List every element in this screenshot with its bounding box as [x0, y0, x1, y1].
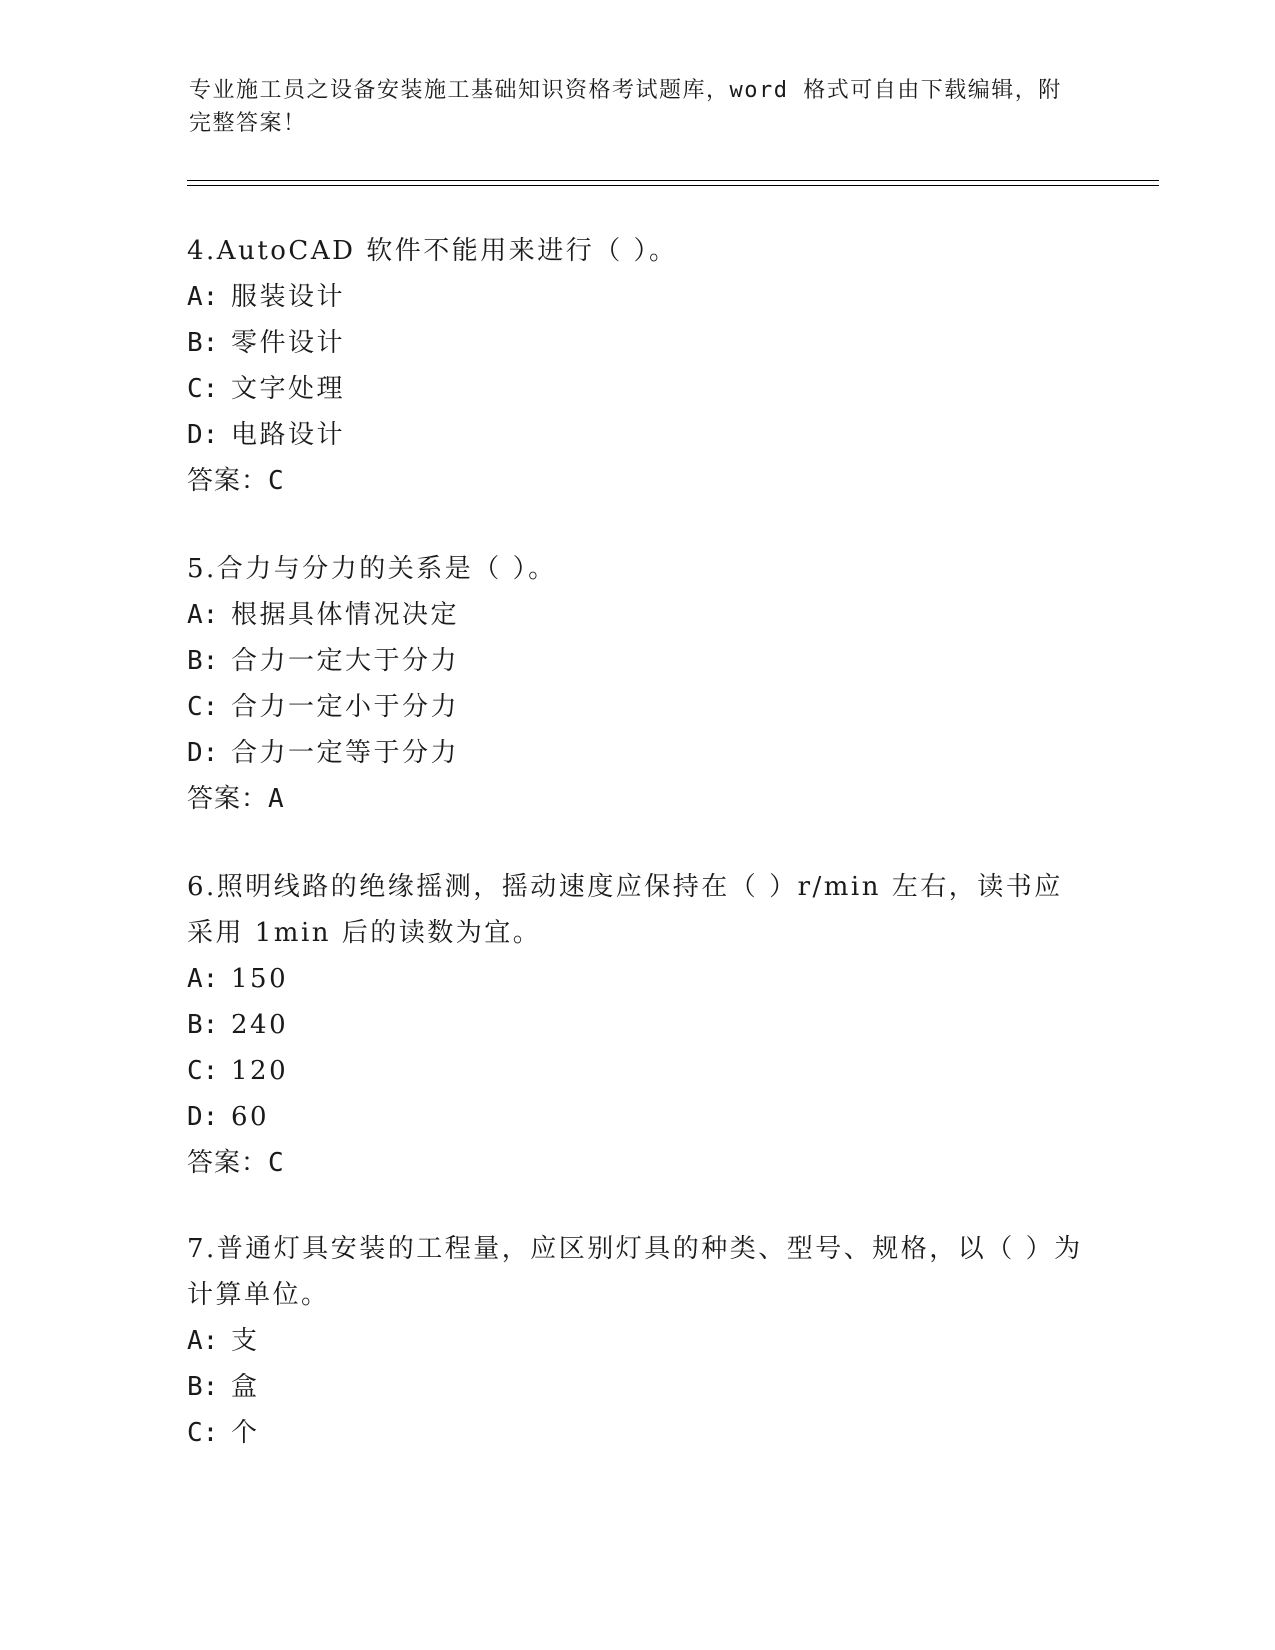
option-a — [187, 274, 1087, 320]
option-text: 合力一定大于分力 — [231, 646, 460, 676]
option-letter: C: — [187, 692, 219, 722]
answer-label: 答案： — [187, 784, 269, 814]
option-text: 60 — [231, 1102, 270, 1132]
question-stem: 7.普通灯具安装的工程量，应区别灯具的种类、型号、规格，以（ ）为计算单位。 — [187, 1234, 1083, 1310]
answer-value: A — [268, 784, 285, 814]
option-c — [187, 1410, 1087, 1456]
answer-value: C — [268, 466, 285, 496]
option-d — [187, 412, 1087, 458]
option-text: 零件设计 — [231, 328, 346, 358]
option-text: 根据具体情况决定 — [231, 600, 460, 630]
option-text: 服装设计 — [231, 282, 346, 312]
option-letter: A: — [187, 600, 219, 630]
option-b — [187, 638, 1087, 684]
option-text: 个 — [231, 1418, 260, 1448]
question-4 — [187, 228, 1087, 504]
option-a — [187, 1318, 1087, 1364]
option-text: 合力一定等于分力 — [231, 738, 460, 768]
option-text: 电路设计 — [231, 420, 346, 450]
option-letter: A: — [187, 282, 219, 312]
question-stem: 5.合力与分力的关系是（ ）。 — [187, 554, 557, 584]
question-7 — [187, 1226, 1087, 1456]
option-b — [187, 320, 1087, 366]
option-text: 合力一定小于分力 — [231, 692, 460, 722]
option-letter: B: — [187, 328, 219, 358]
header-divider-top — [187, 180, 1159, 181]
option-text: 240 — [231, 1010, 289, 1040]
option-c — [187, 684, 1087, 730]
option-c — [187, 1048, 1087, 1094]
option-letter: D: — [187, 420, 219, 450]
option-letter: C: — [187, 1056, 219, 1086]
option-b — [187, 1002, 1087, 1048]
option-letter: D: — [187, 738, 219, 768]
answer-line — [187, 458, 1087, 504]
option-letter: A: — [187, 1326, 219, 1356]
option-letter: B: — [187, 646, 219, 676]
question-stem: 4.AutoCAD 软件不能用来进行（ ）。 — [187, 236, 678, 266]
answer-line — [187, 776, 1087, 822]
option-letter: B: — [187, 1372, 219, 1402]
option-letter: A: — [187, 964, 219, 994]
option-letter: C: — [187, 1418, 219, 1448]
answer-label: 答案： — [187, 1148, 269, 1178]
header-divider-bottom — [187, 185, 1159, 186]
option-text: 120 — [231, 1056, 289, 1086]
option-text: 支 — [231, 1326, 260, 1356]
option-b — [187, 1364, 1087, 1410]
option-a — [187, 592, 1087, 638]
option-c — [187, 366, 1087, 412]
option-letter: D: — [187, 1102, 219, 1132]
question-5 — [187, 546, 1087, 822]
answer-value: C — [268, 1148, 285, 1178]
option-text: 文字处理 — [231, 374, 346, 404]
option-text: 150 — [231, 964, 289, 994]
question-stem: 6.照明线路的绝缘摇测，摇动速度应保持在（ ）r/min 左右，读书应采用 1min 后的读数为宜。 — [187, 872, 1063, 948]
answer-line — [187, 1140, 1087, 1186]
document-header: 专业施工员之设备安装施工基础知识资格考试题库，word 格式可自由下载编辑，附完整答案！ — [189, 78, 1062, 136]
option-letter: B: — [187, 1010, 219, 1040]
option-d — [187, 730, 1087, 776]
option-letter: C: — [187, 374, 219, 404]
option-text: 盒 — [231, 1372, 260, 1402]
answer-label: 答案： — [187, 466, 269, 496]
question-6 — [187, 864, 1087, 1186]
option-a — [187, 956, 1087, 1002]
option-d — [187, 1094, 1087, 1140]
